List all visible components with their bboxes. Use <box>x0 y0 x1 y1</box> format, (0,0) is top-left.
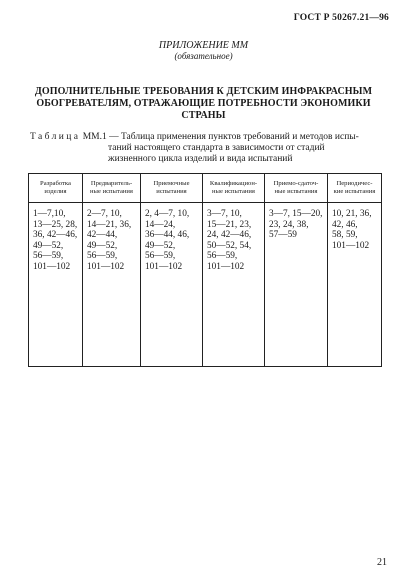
column-header: Квалификацион- ные испытания <box>203 174 265 203</box>
table-cell: 2—7, 10, 14—21, 36, 42—44, 49—52, 56—59, 101—102 <box>83 203 141 367</box>
page-number: 21 <box>377 557 387 568</box>
table-header-row <box>29 174 382 203</box>
table-caption <box>30 132 380 165</box>
appendix-title: ПРИЛОЖЕНИЕ ММ <box>158 40 249 51</box>
table-cell: 3—7, 10, 15—21, 23, 24, 42—46, 50—52, 54, 56—59, 101—102 <box>203 203 265 367</box>
column-header: Периодичес- кие испытания <box>328 174 382 203</box>
column-header: Приемо-сдаточ- ные испытания <box>265 174 328 203</box>
heading-line: ДОПОЛНИТЕЛЬНЫЕ ТРЕБОВАНИЯ К ДЕТСКИМ ИНФРАКРАСНЫМ <box>34 86 373 97</box>
requirements-table <box>28 173 382 367</box>
heading-line: ОБОГРЕВАТЕЛЯМ, ОТРАЖАЮЩИЕ ПОТРЕБНОСТИ ЭКОНОМИКИ <box>36 98 371 109</box>
table-row <box>29 203 382 367</box>
table-cell: 2, 4—7, 10, 14—24, 36—44, 46, 49—52, 56—59, 101—102 <box>141 203 203 367</box>
standard-number: ГОСТ Р 50267.21—96 <box>293 13 389 23</box>
appendix-note: (обязательное) <box>174 51 233 61</box>
table-caption-text: жизненного цикла изделий и вида испытаний <box>108 154 293 164</box>
section-heading <box>30 86 377 122</box>
table-caption-text: таний настоящего стандарта в зависимости от стадий <box>108 143 325 153</box>
table-cell: 10, 21, 36, 42, 46, 58, 59, 101—102 <box>328 203 382 367</box>
table-cell: 3—7, 15—20, 23, 24, 38, 57—59 <box>265 203 328 367</box>
appendix-block <box>0 40 407 62</box>
column-header: Предваритель- ные испытания <box>83 174 141 203</box>
table-caption-label: Таблица <box>30 132 81 142</box>
column-header: Приемочные испытания <box>141 174 203 203</box>
table-caption-text: ММ.1 — Таблица применения пунктов требований и методов испы- <box>82 132 359 142</box>
table-cell: 1—7,10, 13—25, 28, 36, 42—46, 49—52, 56—59, 101—102 <box>29 203 83 367</box>
heading-line: СТРАНЫ <box>181 110 226 121</box>
column-header: Разработка изделия <box>29 174 83 203</box>
